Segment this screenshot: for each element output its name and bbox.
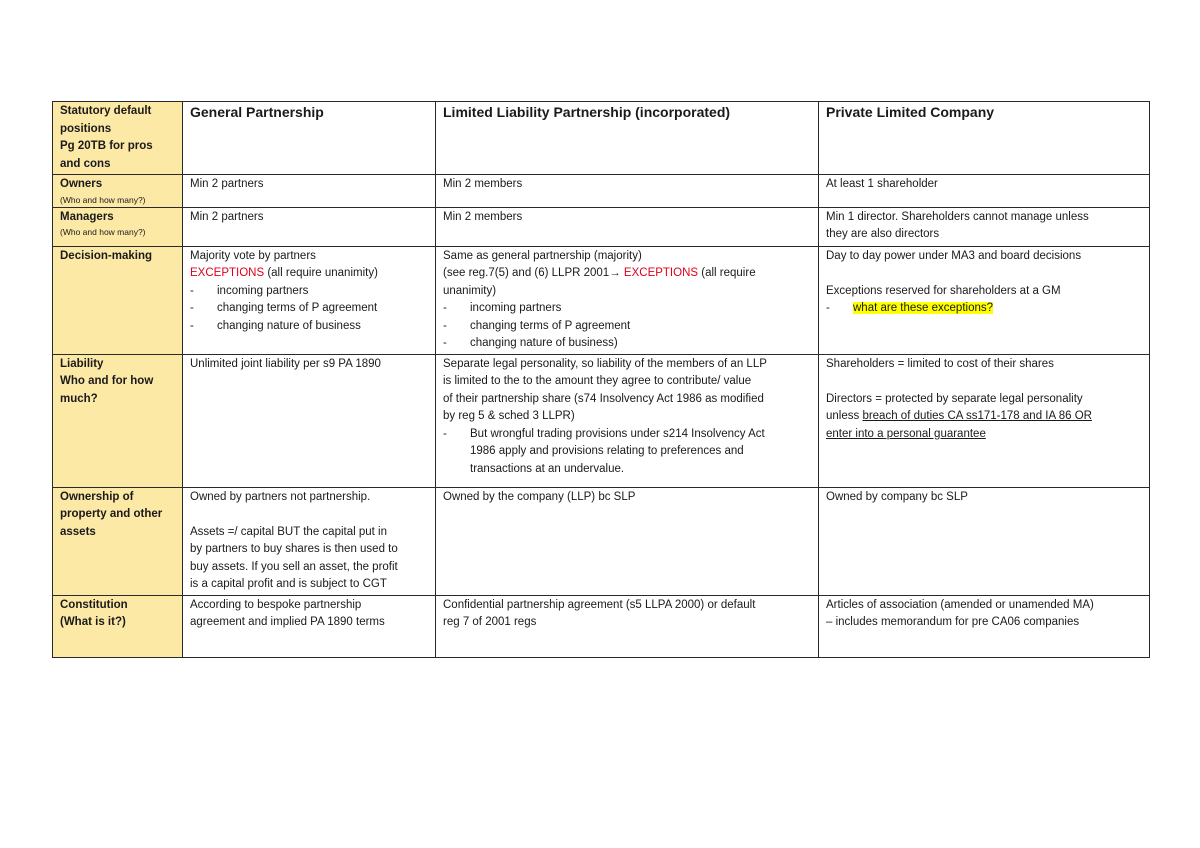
row-label-line: Ownership of [60,490,134,503]
text-fragment: (see reg.7(5) and (6) LLPR 2001 [443,267,610,279]
cell-managers-gp: Min 2 partners [183,207,436,246]
text-line: Min 1 director. Shareholders cannot manage unless [826,210,1089,223]
text-line [826,408,1143,426]
row-label-decision-making: Decision-making [53,246,183,354]
text-line: is limited to the to the amount they agree to contribute/ value [443,375,752,387]
row-label-line: Liability [60,357,104,370]
row-label-text: Managers [60,210,114,223]
exceptions-label: EXCEPTIONS [623,267,699,279]
cell-decision-gp [183,246,436,354]
row-label-line: much? [60,392,98,405]
text-line: - But wrongful trading provisions under s214 Insolvency Act [470,427,765,440]
cell-constitution-gp [183,595,436,657]
liability-list [443,426,812,479]
cell-owners-plc: At least 1 shareholder [819,175,1150,208]
row-owners [53,175,1150,208]
row-ownership [53,487,1150,595]
cell-owners-gp: Min 2 partners [183,175,436,208]
text-line: unanimity) [443,284,497,297]
exceptions-list [443,300,812,353]
text-line: of their partnership share (s74 Insolvency Act 1986 as modified [443,392,764,405]
cell-managers-llp: Min 2 members [436,207,819,246]
text-line: reg 7 of 2001 regs [443,616,537,628]
text-line: According to bespoke partnership [190,598,362,611]
row-label-subtext: (Who and how many?) [60,227,146,237]
cell-liability-plc [819,354,1150,487]
column-header-general-partnership: General Partnership [183,102,436,175]
list-item: - changing nature of business) [443,335,812,353]
cell-owners-llp: Min 2 members [436,175,819,208]
text-line: Shareholders = limited to cost of their shares [826,357,1054,370]
list-item: - changing terms of P agreement [443,318,812,336]
row-label-managers [53,207,183,246]
header-label-cell [53,102,183,175]
text-fragment: unless [826,410,863,422]
comparison-table [52,101,1150,658]
text-line: is a capital profit and is subject to CGT [190,578,387,590]
spacer [826,265,1143,283]
text-line: Confidential partnership agreement (s5 LLPA 2000) or default [443,598,756,611]
list-item: - incoming partners [443,300,812,318]
exceptions-list [190,283,429,336]
text-line: Day to day power under MA3 and board decisions [826,249,1082,262]
cell-decision-plc [819,246,1150,354]
text-line: – includes memorandum for pre CA06 companies [826,616,1080,628]
text-line: Assets =/ capital BUT the capital put in [190,525,387,538]
text-line: by partners to buy shares is then used to [190,543,398,555]
text-line: Directors = protected by separate legal personality [826,392,1083,405]
row-label-line: property and other [60,508,163,520]
row-label-subtext: (Who and how many?) [60,194,146,205]
text-line: by reg 5 & sched 3 LLPR) [443,410,575,422]
question-list [826,300,1143,318]
list-item: - changing nature of business [190,318,429,336]
text-line: 1986 apply and provisions relating to preferences and [470,445,744,457]
column-header-llp: Limited Liability Partnership (incorporated) [436,102,819,175]
highlighted-question: what are these exceptions? [853,302,994,314]
row-label-constitution [53,595,183,657]
list-item: - changing terms of P agreement [190,300,429,318]
text-line: agreement and implied PA 1890 terms [190,616,385,628]
underlined-text: enter into a personal guarantee [826,427,986,440]
cell-ownership-plc: Owned by company bc SLP [819,487,1150,595]
header-label-line: and cons [60,157,111,170]
header-row [53,102,1150,175]
cell-constitution-plc [819,595,1150,657]
row-label-owners [53,175,183,208]
header-label-line: Statutory default [60,105,152,117]
text-line: Separate legal personality, so liability of the members of an LLP [443,357,767,370]
text-fragment: (all require [698,267,756,279]
cell-decision-llp [436,246,819,354]
row-label-line: Constitution [60,598,128,611]
row-liability [53,354,1150,487]
text-line: buy assets. If you sell an asset, the profit [190,560,398,573]
row-constitution [53,595,1150,657]
underlined-text: breach of duties CA ss171-178 and IA 86 OR [862,410,1092,422]
text-line: Articles of association (amended or unamended MA) [826,598,1094,611]
row-label-text: Owners [60,178,103,190]
exceptions-note: (all require unanimity) [264,267,378,279]
list-item [443,426,812,479]
exceptions-label: EXCEPTIONS [190,267,265,279]
column-header-private-limited-company: Private Limited Company [819,102,1150,175]
cell-liability-llp [436,354,819,487]
arrow-right-icon: → [609,267,621,279]
row-managers [53,207,1150,246]
row-label-liability [53,354,183,487]
header-label-line: Pg 20TB for pros [60,140,153,152]
cell-managers-plc [819,207,1150,246]
spacer [826,373,1143,391]
list-item [826,300,1143,318]
cell-liability-gp: Unlimited joint liability per s9 PA 1890 [183,354,436,487]
text-line: Exceptions reserved for shareholders at a GM [826,284,1061,297]
row-label-ownership [53,487,183,595]
cell-ownership-llp: Owned by the company (LLP) bc SLP [436,487,819,595]
row-decision-making [53,246,1150,354]
cell-ownership-gp [183,487,436,595]
row-label-line: assets [60,525,96,538]
list-item: - incoming partners [190,283,429,301]
exceptions-line [443,265,812,283]
text-line: they are also directors [826,228,940,240]
cell-constitution-llp [436,595,819,657]
spacer [190,506,429,524]
text-line: transactions at an undervalue. [470,462,625,475]
text-line: Owned by partners not partnership. [190,490,371,503]
text-line: Same as general partnership (majority) [443,249,642,262]
header-label-line: positions [60,122,112,135]
row-label-line: Who and for how [60,375,154,387]
row-label-line: (What is it?) [60,616,126,628]
text-line: Majority vote by partners [190,249,316,262]
exceptions-line [190,265,429,283]
